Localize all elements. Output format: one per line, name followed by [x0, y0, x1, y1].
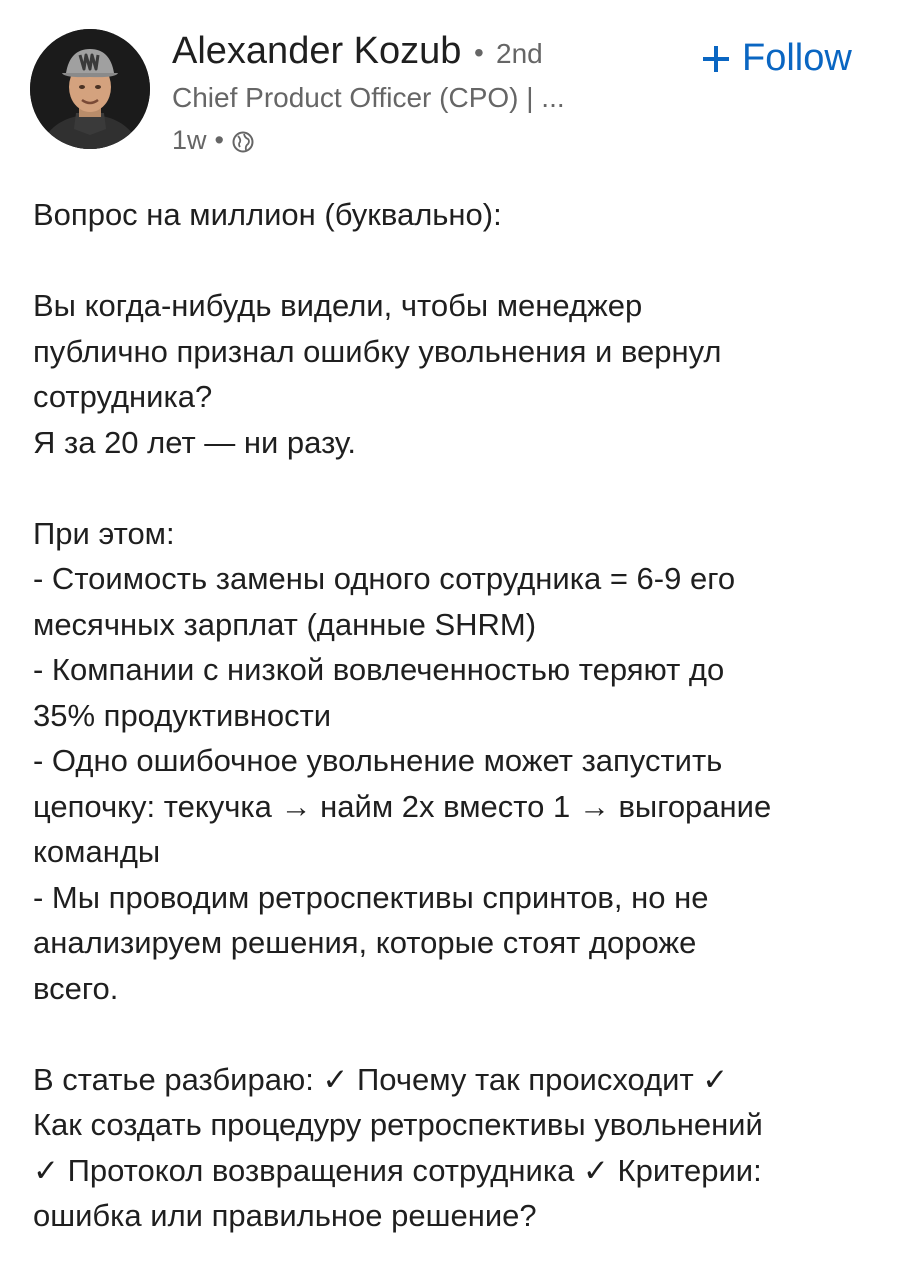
post-line: 35% продуктивности	[33, 697, 332, 733]
time-separator: •	[214, 124, 224, 155]
post-line: команды	[33, 834, 161, 869]
degree-separator: •	[474, 37, 484, 68]
post-line: Вы когда-нибудь видели, чтобы менеджер	[33, 288, 643, 323]
follow-label: Follow	[742, 36, 852, 79]
post-line: Как создать процедуру ретроспективы увольнений	[33, 1107, 763, 1142]
avatar-photo-icon	[30, 29, 150, 149]
blank-line	[33, 465, 873, 511]
post-line: - Мы проводим ретроспективы спринтов, но не	[33, 879, 709, 915]
blank-line	[33, 1011, 873, 1057]
post-line: ✓ Протокол возвращения сотрудника ✓ Критерии:	[33, 1152, 762, 1188]
post-line: Я за 20 лет — ни разу.	[33, 424, 356, 460]
post-line: сотрудника?	[33, 379, 213, 414]
connection-degree: 2nd	[496, 38, 543, 69]
post-meta	[172, 122, 254, 158]
post-line: - Стоимость замены одного сотрудника = 6-9 его	[33, 561, 736, 596]
follow-button[interactable]	[700, 32, 852, 84]
post-time: 1w	[172, 124, 207, 155]
post-line: Вопрос на миллион (буквально):	[33, 197, 502, 232]
post-header	[0, 0, 898, 170]
post-line: В статье разбираю: ✓ Почему так происходит ✓	[33, 1061, 729, 1097]
post-line: публично признал ошибку увольнения и вернул	[33, 333, 722, 369]
post-line: анализируем решения, которые стоят дороже	[33, 925, 697, 960]
post-line: При этом:	[33, 515, 175, 551]
post-line: - Компании с низкой вовлеченностью теряют до	[33, 652, 725, 687]
author-headline[interactable]: Chief Product Officer (CPO) | ...	[172, 82, 565, 113]
post-text	[33, 192, 873, 1239]
post-line: ошибка или правильное решение?	[33, 1198, 537, 1233]
globe-icon	[232, 129, 254, 151]
blank-line	[33, 238, 873, 284]
post-line: - Одно ошибочное увольнение может запустить	[33, 743, 723, 778]
avatar[interactable]	[30, 29, 150, 149]
plus-icon	[700, 42, 732, 74]
author-name[interactable]: Alexander Kozub	[172, 30, 462, 72]
post-line: месячных зарплат (данные SHRM)	[33, 606, 537, 642]
post-line: цепочку: текучка → найм 2х вместо 1 → выгорание	[33, 788, 772, 824]
post-line: всего.	[33, 970, 119, 1006]
